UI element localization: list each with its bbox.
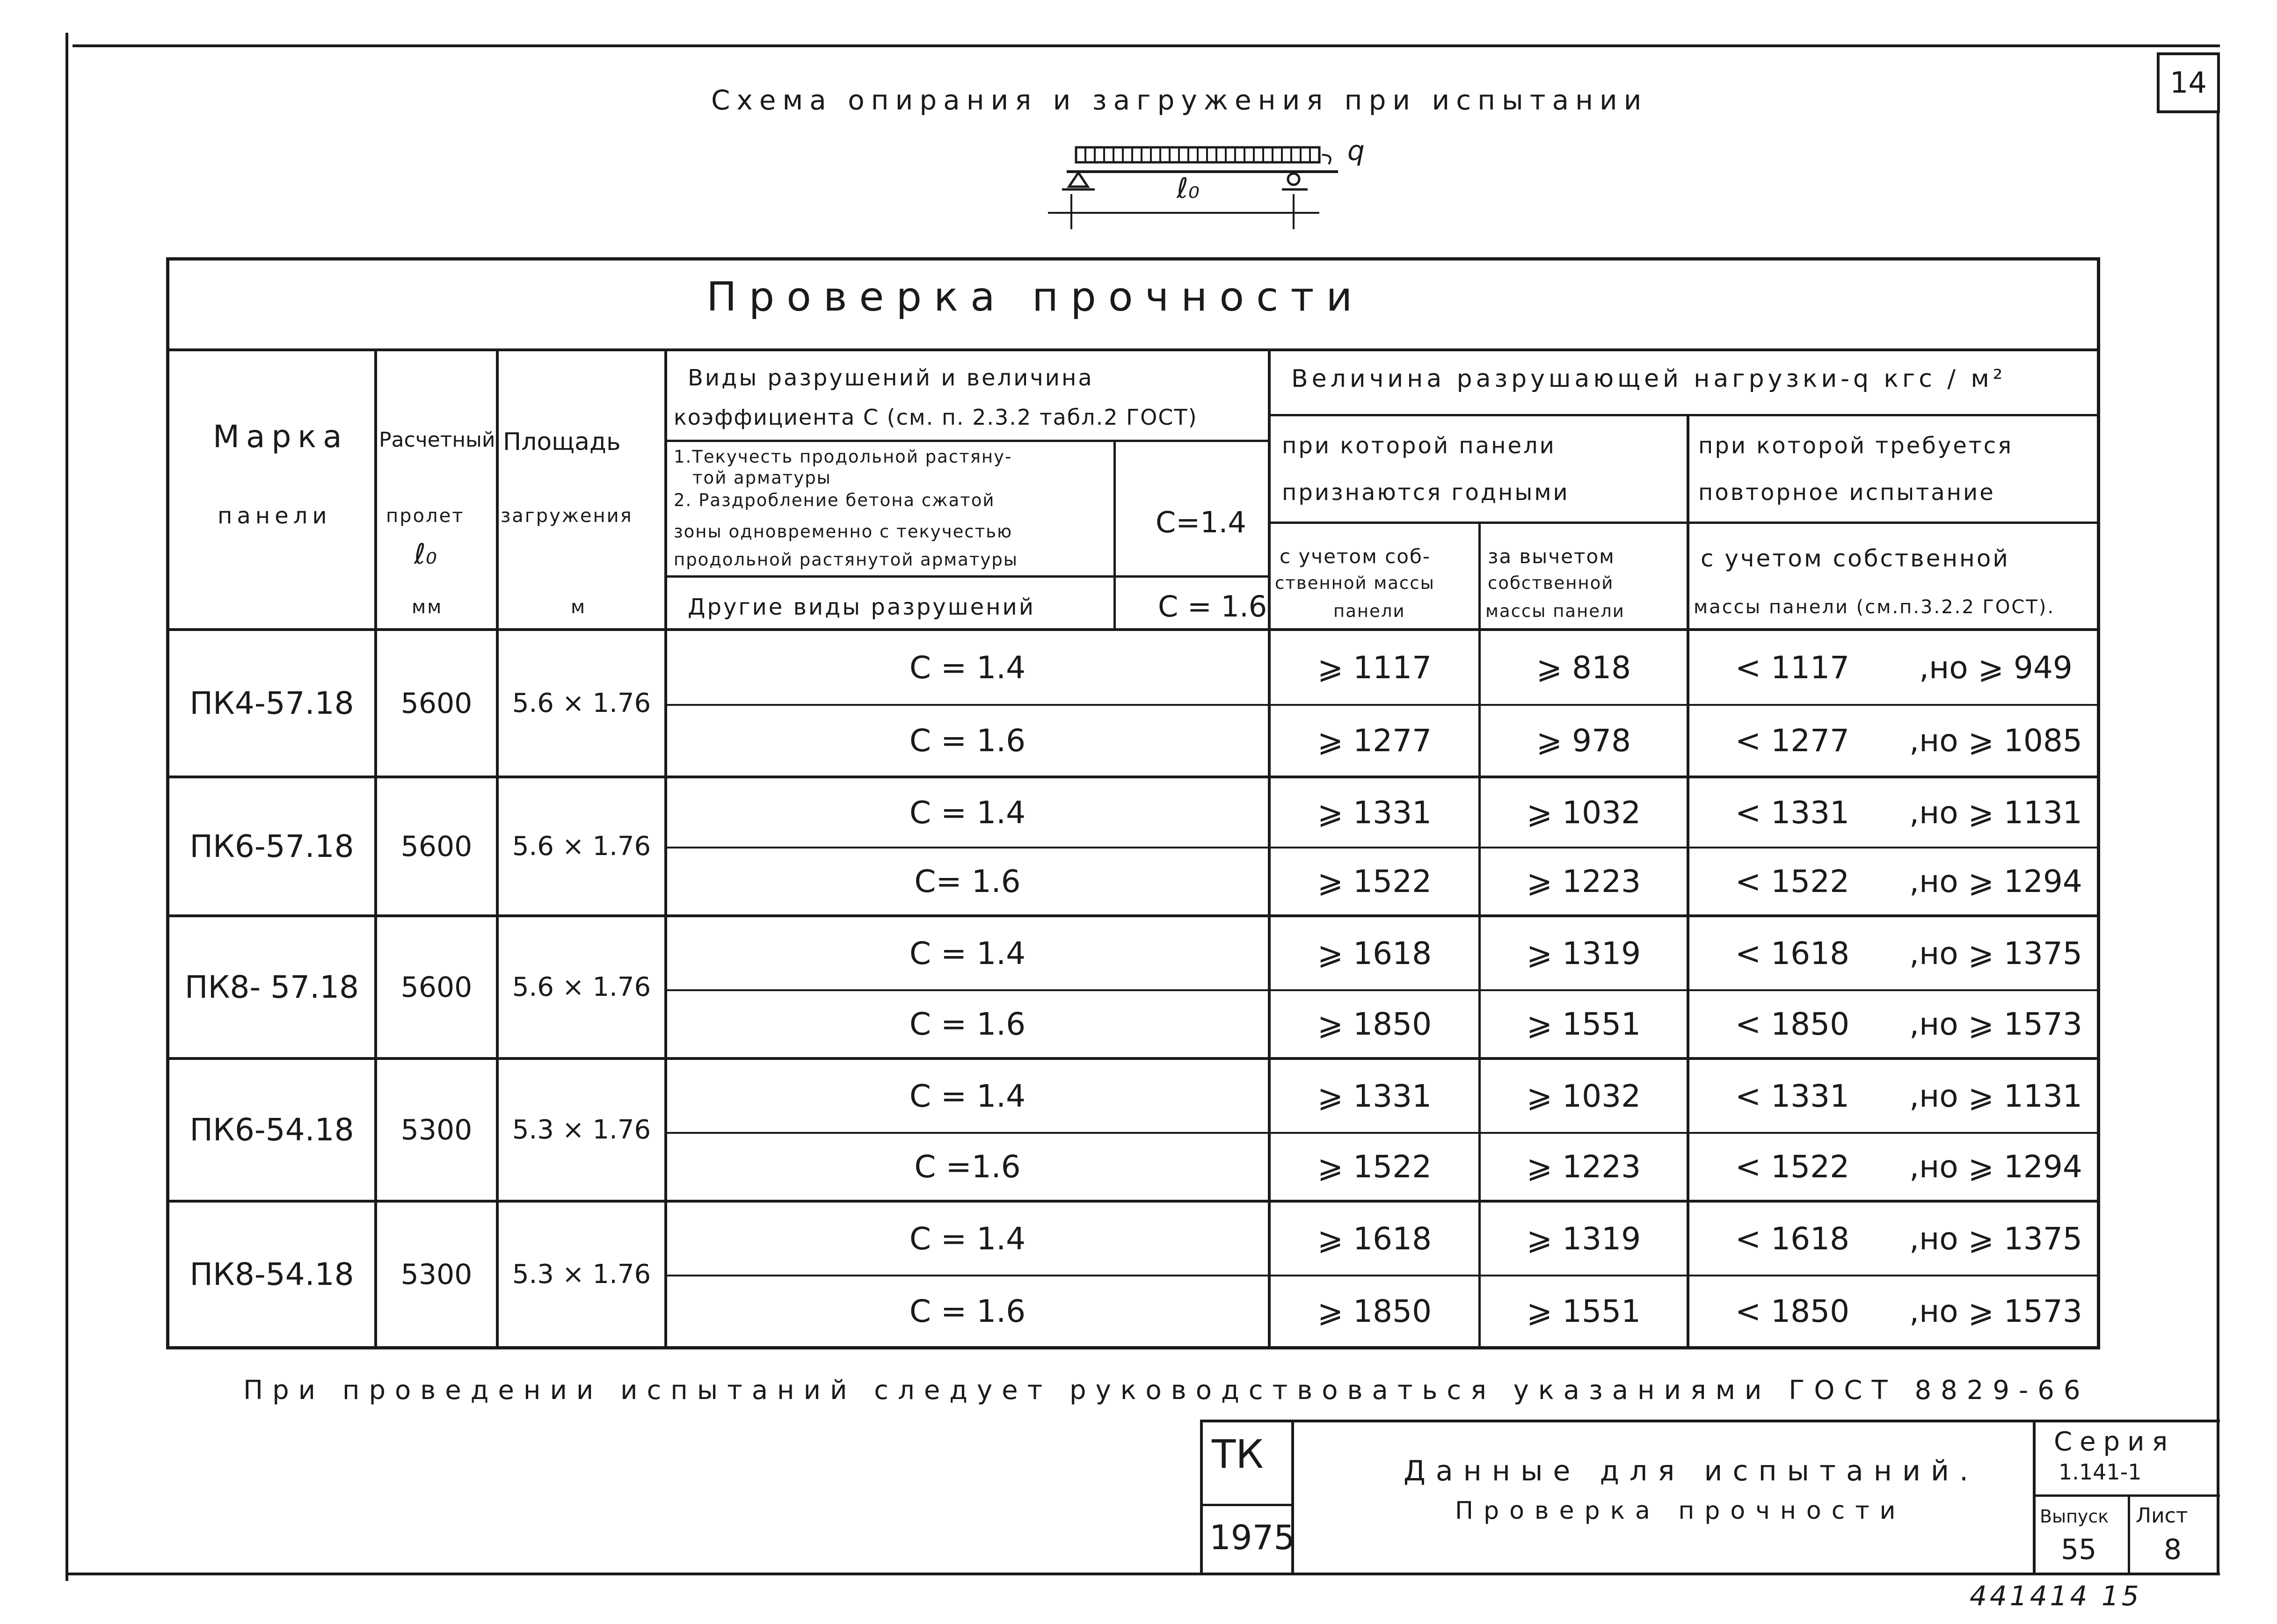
load-symbol: q — [1347, 135, 1365, 167]
retest-less-than: < 1850 — [1735, 1006, 1850, 1042]
retest-at-least: ,но ⩾ 1131 — [1909, 1078, 2082, 1114]
header-mark-line2: панели — [218, 503, 332, 529]
c-value: С = 1.6 — [909, 723, 1026, 759]
panel-mark: ПК8- 57.18 — [184, 969, 359, 1005]
c-value: С = 1.4 — [909, 649, 1026, 686]
panel-area: 5.6 × 1.76 — [512, 972, 651, 1002]
load-with-mass: ⩾ 1117 — [1317, 649, 1432, 686]
load-without-mass: ⩾ 1223 — [1526, 1149, 1641, 1185]
retest-at-least: ,но ⩾ 1294 — [1909, 1149, 2082, 1185]
header-without-mass-line1: за вычетом — [1488, 545, 1615, 568]
header-suitable-line2: признаются годными — [1282, 479, 1570, 506]
load-without-mass: ⩾ 1319 — [1526, 1220, 1641, 1257]
panel-span: 5600 — [400, 971, 473, 1004]
header-with-mass-line1: с учетом соб- — [1280, 545, 1431, 568]
load-with-mass: ⩾ 1618 — [1317, 1220, 1432, 1257]
scheme-title: Схема опирания и загружения при испытании — [711, 84, 1648, 116]
frame-right-line — [2217, 112, 2219, 1574]
panel-mark: ПК6-57.18 — [189, 828, 354, 864]
load-with-mass: ⩾ 1331 — [1317, 794, 1432, 831]
sheet-number: 14 — [2157, 52, 2220, 113]
issue-label: Выпуск — [2040, 1506, 2109, 1527]
pin-support-icon — [1069, 173, 1088, 187]
load-without-mass: ⩾ 1551 — [1526, 1293, 1641, 1329]
retest-less-than: < 1277 — [1735, 723, 1850, 759]
failure-type1-line1: 1.Текучесть продольной растяну- — [674, 447, 1012, 467]
header-span-unit: мм — [412, 596, 443, 618]
header-retest-line1: при которой требуется — [1698, 433, 2014, 459]
bottom-stamp: 441414 15 — [1970, 1580, 2142, 1612]
year: 1975 — [1209, 1518, 1295, 1557]
load-without-mass: ⩾ 1032 — [1526, 794, 1641, 831]
table-title: Проверка прочности — [706, 274, 1365, 320]
frame-bottom-line — [65, 1573, 2220, 1575]
header-area-unit: м — [571, 596, 587, 618]
load-without-mass: ⩾ 1032 — [1526, 1078, 1641, 1114]
load-without-mass: ⩾ 1551 — [1526, 1006, 1641, 1042]
c-value: С = 1.4 — [909, 1078, 1026, 1114]
c-value: С = 1.4 — [909, 794, 1026, 831]
c-value: С= 1.6 — [914, 863, 1021, 899]
load-without-mass: ⩾ 978 — [1536, 723, 1631, 759]
panel-area: 5.6 × 1.76 — [512, 831, 651, 862]
header-failure-line2: коэффициента С (см. п. 2.3.2 табл.2 ГОСТ) — [674, 405, 1198, 430]
load-with-mass: ⩾ 1277 — [1317, 723, 1432, 759]
c-value: С = 1.4 — [909, 935, 1026, 972]
failure-type1-line5: продольной растянутой арматуры — [674, 550, 1018, 570]
issue-value: 55 — [2061, 1533, 2097, 1566]
header-span-symbol: ℓ₀ — [414, 538, 437, 571]
header-mark-line1: Марка — [213, 419, 349, 455]
header-span-line1: Расчетный — [379, 428, 495, 452]
c-value: С = 1.6 — [909, 1293, 1026, 1329]
header-suitable-line1: при которой панели — [1282, 433, 1556, 459]
header-load-title: Величина разрушающей нагрузки-q кгс / м² — [1291, 365, 2007, 393]
retest-at-least: ,но ⩾ 1375 — [1909, 935, 2082, 972]
retest-less-than: < 1331 — [1735, 794, 1850, 831]
load-with-mass: ⩾ 1850 — [1317, 1293, 1432, 1329]
load-with-mass: ⩾ 1618 — [1317, 935, 1432, 972]
drawing-title-line2: Проверка прочности — [1455, 1497, 1906, 1525]
panel-area: 5.3 × 1.76 — [512, 1259, 651, 1290]
header-area-line1: Площадь — [503, 428, 621, 456]
panel-span: 5600 — [400, 830, 473, 863]
load-without-mass: ⩾ 1319 — [1526, 935, 1641, 972]
header-with-mass-line2: ственной массы — [1275, 573, 1435, 593]
header-c-value1: С=1.4 — [1156, 505, 1246, 539]
header-failure-type2: Другие виды разрушений — [688, 594, 1035, 620]
panel-mark: ПК6-54.18 — [189, 1112, 354, 1148]
failure-type1-line2: той арматуры — [692, 468, 831, 488]
header-retest-with-mass-line2: массы панели (см.п.3.2.2 ГОСТ). — [1694, 596, 2055, 618]
retest-at-least: ,но ⩾ 1573 — [1909, 1293, 2082, 1329]
header-retest-with-mass-line1: с учетом собственной — [1701, 545, 2010, 572]
load-with-mass: ⩾ 1522 — [1317, 1149, 1432, 1185]
roller-support-icon — [1288, 174, 1299, 185]
frame-left-line — [65, 33, 68, 1581]
load-with-mass: ⩾ 1522 — [1317, 863, 1432, 899]
panel-span: 5300 — [400, 1113, 473, 1146]
retest-at-least: ,но ⩾ 949 — [1919, 649, 2073, 686]
series-label: Серия — [2054, 1427, 2175, 1457]
sheet-value: 8 — [2164, 1533, 2182, 1566]
header-with-mass-line3: панели — [1333, 601, 1405, 621]
retest-less-than: < 1522 — [1735, 1149, 1850, 1185]
header-without-mass-line2: собственной — [1488, 573, 1614, 593]
header-span-line2: пролет — [386, 505, 465, 527]
header-c-value2: С = 1.6 — [1158, 589, 1267, 624]
c-value: С =1.6 — [914, 1149, 1021, 1185]
panel-area: 5.3 × 1.76 — [512, 1115, 651, 1145]
header-failure-line1: Виды разрушений и величина — [688, 365, 1094, 391]
load-without-mass: ⩾ 818 — [1536, 649, 1631, 686]
panel-span: 5600 — [400, 687, 473, 720]
load-with-mass: ⩾ 1850 — [1317, 1006, 1432, 1042]
loading-scheme-diagram — [1048, 138, 1366, 232]
retest-less-than: < 1331 — [1735, 1078, 1850, 1114]
organization-code: ТК — [1212, 1431, 1264, 1477]
retest-at-least: ,но ⩾ 1085 — [1909, 723, 2082, 759]
drawing-title-line1: Данные для испытаний. — [1404, 1455, 1979, 1487]
header-without-mass-line3: массы панели — [1485, 601, 1625, 621]
load-without-mass: ⩾ 1223 — [1526, 863, 1641, 899]
series-value: 1.141-1 — [2059, 1459, 2142, 1485]
testing-note: При проведении испытаний следует руководствоваться указаниями ГОСТ 8829-66 — [243, 1375, 2090, 1406]
retest-less-than: < 1618 — [1735, 935, 1850, 972]
failure-type1-line4: зоны одновременно с текучестью — [674, 522, 1013, 542]
retest-at-least: ,но ⩾ 1131 — [1909, 794, 2082, 831]
sheet-label: Лист — [2136, 1504, 2188, 1528]
retest-less-than: < 1618 — [1735, 1220, 1850, 1257]
retest-at-least: ,но ⩾ 1294 — [1909, 863, 2082, 899]
frame-top-line — [73, 44, 2220, 47]
c-value: С = 1.6 — [909, 1006, 1026, 1042]
retest-at-least: ,но ⩾ 1573 — [1909, 1006, 2082, 1042]
panel-mark: ПК8-54.18 — [189, 1256, 354, 1292]
retest-less-than: < 1117 — [1735, 649, 1850, 686]
panel-area: 5.6 × 1.76 — [512, 688, 651, 718]
retest-less-than: < 1522 — [1735, 863, 1850, 899]
failure-type1-line3: 2. Раздробление бетона сжатой — [674, 490, 995, 510]
load-with-mass: ⩾ 1331 — [1317, 1078, 1432, 1114]
header-area-line2: загружения — [501, 505, 633, 527]
header-retest-line2: повторное испытание — [1698, 479, 1995, 506]
retest-at-least: ,но ⩾ 1375 — [1909, 1220, 2082, 1257]
c-value: С = 1.4 — [909, 1220, 1026, 1257]
span-symbol: ℓ₀ — [1177, 172, 1200, 205]
panel-span: 5300 — [400, 1258, 473, 1291]
panel-mark: ПК4-57.18 — [189, 685, 354, 721]
retest-less-than: < 1850 — [1735, 1293, 1850, 1329]
